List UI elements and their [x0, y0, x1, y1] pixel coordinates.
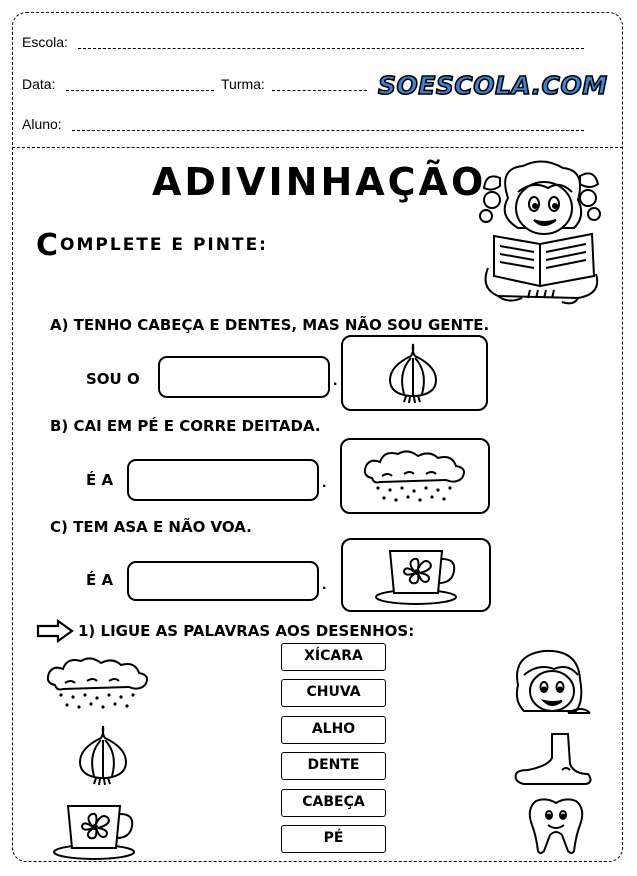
- date-label: Data:: [22, 76, 56, 92]
- match-instruction: 1) LIGUE AS PALAVRAS AOS DESENHOS:: [78, 622, 415, 640]
- rain-cloud-icon: [360, 448, 470, 504]
- match-rain-cloud-icon[interactable]: [42, 655, 154, 711]
- page-title: ADIVINHAÇÃO: [152, 160, 487, 204]
- student-field[interactable]: [72, 130, 584, 131]
- riddle-b-period: .: [322, 474, 327, 491]
- match-foot-icon[interactable]: [512, 730, 594, 788]
- girl-reading-icon: [478, 158, 606, 308]
- riddle-b-question: B) CAI EM PÉ E CORRE DEITADA.: [50, 417, 321, 435]
- word-card-chuva[interactable]: CHUVA: [281, 679, 386, 707]
- match-garlic-icon[interactable]: [72, 722, 134, 788]
- match-cup-icon[interactable]: [50, 800, 140, 862]
- class-field[interactable]: [272, 90, 367, 91]
- riddle-a-period: .: [333, 372, 338, 389]
- word-card-cabeca[interactable]: CABEÇA: [281, 789, 386, 817]
- word-card-alho[interactable]: ALHO: [281, 716, 386, 744]
- school-label: Escola:: [22, 34, 68, 50]
- instructions-text: OMPLETE E PINTE:: [60, 235, 268, 255]
- riddle-a-answer-box[interactable]: [158, 356, 330, 398]
- drop-cap: C: [36, 228, 61, 263]
- student-label: Aluno:: [22, 116, 62, 132]
- riddle-a-prefix: SOU O: [86, 370, 140, 388]
- cup-icon: [372, 545, 462, 607]
- riddle-c-answer-box[interactable]: [127, 561, 319, 601]
- word-card-xicara[interactable]: XÍCARA: [281, 643, 386, 671]
- arrow-right-icon: [36, 620, 76, 642]
- riddle-c-period: .: [322, 576, 327, 593]
- school-field[interactable]: [78, 48, 584, 49]
- riddle-a-question: A) TENHO CABEÇA E DENTES, MAS NÃO SOU GENTE.: [50, 316, 490, 334]
- riddle-c-prefix: É A: [86, 571, 114, 589]
- garlic-icon: [382, 340, 444, 406]
- word-card-pe[interactable]: PÉ: [281, 825, 386, 853]
- riddle-b-prefix: É A: [86, 471, 114, 489]
- header-divider: [12, 147, 623, 148]
- date-field[interactable]: [66, 90, 214, 91]
- riddle-b-answer-box[interactable]: [127, 459, 319, 501]
- match-head-icon[interactable]: [508, 645, 592, 717]
- instructions-heading: [36, 228, 268, 263]
- riddle-c-question: C) TEM ASA E NÃO VOA.: [50, 518, 252, 536]
- word-card-dente[interactable]: DENTE: [281, 752, 386, 780]
- site-logo: SOESCOLA.COM: [378, 71, 608, 100]
- match-tooth-icon[interactable]: [524, 795, 588, 857]
- class-label: Turma:: [221, 76, 265, 92]
